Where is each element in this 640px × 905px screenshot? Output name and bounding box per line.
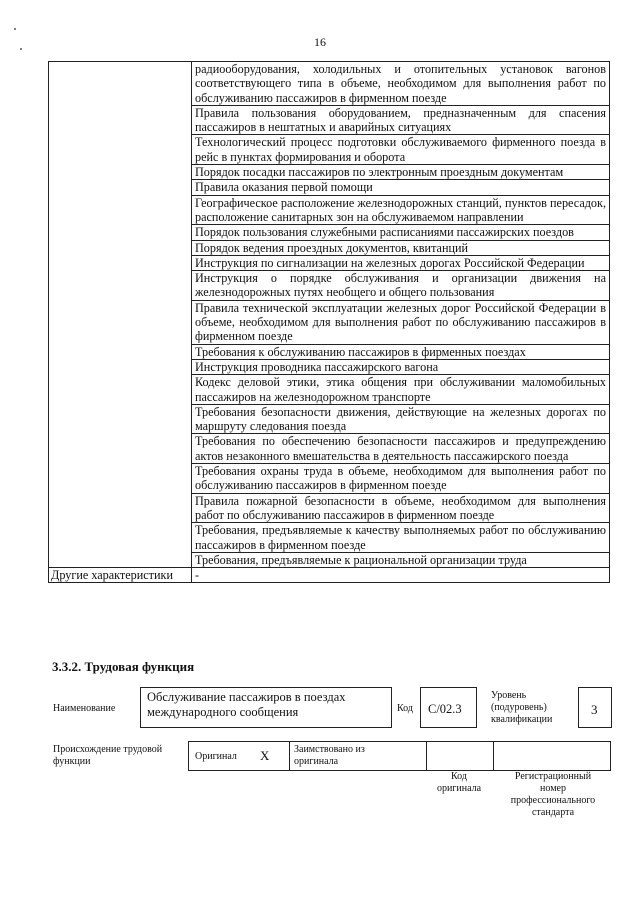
requirement-cell: Требования по обеспечению безопасности пассажиров и предупреждению актов незаконного вмешательства в деятельность пассажирского поезда: [192, 434, 610, 464]
level-value: 3: [591, 702, 598, 717]
original-mark: X: [260, 748, 270, 763]
requirement-cell: Географическое расположение железнодорожных станций, пунктов пересадок, расположение санитарных зон на обслуживаемом направлении: [192, 195, 610, 225]
requirement-cell: Требования к обслуживанию пассажиров в фирменных поездах: [192, 344, 610, 359]
name-label: Наименование: [53, 703, 116, 714]
original-label: Оригинал: [195, 751, 237, 762]
reg-number-label: Регистрационный номер профессионального стандарта: [510, 771, 596, 818]
requirement-cell: Требования охраны труда в объеме, необходимом для выполнения работ по обслуживанию пассажиров в фирменном поезде: [192, 464, 610, 494]
origin-box-code: [426, 741, 494, 771]
requirement-cell: Инструкция о порядке обслуживания и организации движения на железнодорожных путях необщего и общего пользования: [192, 271, 610, 301]
level-label: Уровень (подуровень) квалификации: [491, 690, 553, 725]
code-value: C/02.3: [428, 702, 462, 716]
requirement-cell: Правила пользования оборудованием, предназначенным для спасения пассажиров в нештатных и аварийных ситуациях: [192, 105, 610, 135]
function-name-value: Обслуживание пассажиров в поездах международного сообщения: [147, 690, 346, 719]
requirement-cell: Требования, предъявляемые к качеству выполняемых работ по обслуживанию пассажиров в фирменном поезде: [192, 523, 610, 553]
requirement-cell: Технологический процесс подготовки обслуживаемого фирменного поезда в рейс в пунктах формирования и оборота: [192, 135, 610, 165]
requirement-cell: Инструкция проводника пассажирского вагона: [192, 359, 610, 374]
borrowed-label: Заимствовано из оригинала: [294, 744, 365, 767]
requirement-cell: радиооборудования, холодильных и отопительных установок вагонов соответствующего типа в объеме, необходимом для выполнения работ по обслуживанию пассажиров в фирменном поезде: [192, 62, 610, 106]
row-header-cell: [49, 62, 192, 568]
requirement-cell: Требования безопасности движения, действующие на железных дорогах по маршруту следования поезда: [192, 404, 610, 434]
requirement-cell: Правила технической эксплуатации железных дорог Российской Федерации в объеме, необходимом для выполнения работ по обслуживанию пассажиров в фирменном поезде: [192, 300, 610, 344]
origin-label: Происхождение трудовой функции: [53, 744, 163, 767]
requirement-cell: Порядок ведения проездных документов, квитанций: [192, 240, 610, 255]
table-row: [49, 62, 610, 106]
requirement-cell: Правила оказания первой помощи: [192, 180, 610, 195]
requirement-cell: Правила пожарной безопасности в объеме, необходимом для выполнения работ по обслуживанию пассажиров в фирменном поезде: [192, 493, 610, 523]
scan-dot: [20, 48, 22, 50]
requirements-table: [48, 61, 610, 583]
requirement-cell: Требования, предъявляемые к рациональной организации труда: [192, 552, 610, 567]
table-row-other: [49, 568, 610, 583]
origin-box-reg: [493, 741, 611, 771]
requirement-cell: Инструкция по сигнализации на железных дорогах Российской Федерации: [192, 255, 610, 270]
other-characteristics-value: -: [192, 568, 610, 583]
code-label: Код: [397, 703, 413, 714]
other-characteristics-label: Другие характеристики: [49, 568, 192, 583]
requirement-cell: Порядок пользования служебными расписаниями пассажирских поездов: [192, 225, 610, 240]
scan-dot: [14, 28, 16, 30]
page-number: 16: [314, 35, 326, 49]
requirement-cell: Порядок посадки пассажиров по электронным проездным документам: [192, 165, 610, 180]
code-original-label: Код оригинала: [436, 771, 482, 794]
section-title: 3.3.2. Трудовая функция: [52, 659, 195, 674]
requirement-cell: Кодекс деловой этики, этика общения при обслуживании маломобильных пассажиров на железнодорожном транспорте: [192, 375, 610, 405]
